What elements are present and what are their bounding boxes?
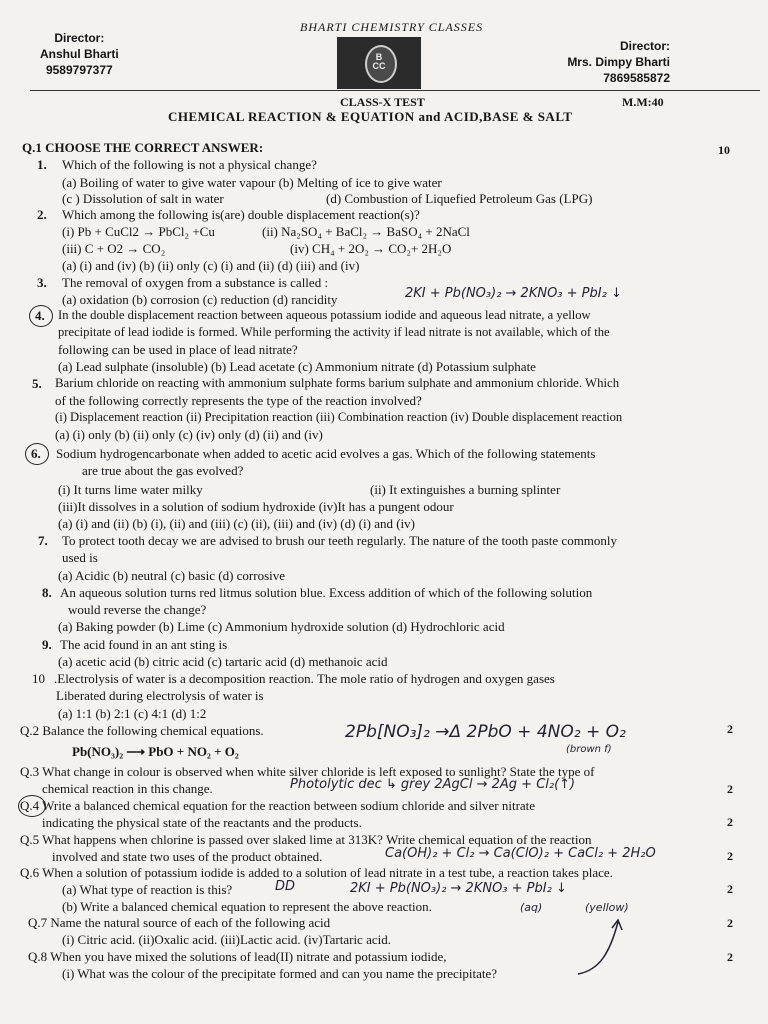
item-text: (c ) Dissolution of salt in water — [62, 191, 224, 206]
director-left-name: Anshul Bharti — [40, 47, 119, 61]
director-right-label: Director: — [619, 39, 670, 53]
item-number: 4. — [35, 308, 45, 323]
item-number: 8. — [42, 585, 52, 600]
handwritten-answer: Photolytic dec ↳ grey 2AgCl → 2Ag + Cl₂(↑) — [290, 777, 576, 792]
item-text: precipitate of lead iodide is formed. While performing the activity if lead nitrate is not available, which of the — [58, 325, 610, 339]
item-text: would reverse the change? — [68, 602, 207, 617]
q6-text: Q.6 When a solution of potassium iodide is added to a solution of lead nitrate in a test tube, a reaction takes place. — [20, 865, 613, 880]
item-text: (ii) It extinguishes a burning splinter — [370, 482, 561, 497]
handwritten-answer: DD — [275, 879, 296, 894]
director-left — [40, 30, 119, 78]
item-text: .Electrolysis of water is a decomposition reaction. The mole ratio of hydrogen and oxygen gases — [54, 671, 555, 686]
q7-marks: 2 — [727, 916, 733, 930]
q3-text: chemical reaction in this change. — [42, 781, 213, 796]
handwritten-answer: 2KI + Pb(NO₃)₂ → 2KNO₃ + PbI₂ ↓ — [350, 881, 567, 896]
item-text: (iii) C + O2 → CO₂ — [62, 241, 166, 256]
q6-marks: 2 — [727, 882, 733, 896]
handwritten-answer: Ca(OH)₂ + Cl₂ → Ca(ClO)₂ + CaCl₂ + 2H₂O — [385, 846, 656, 861]
q5-text: involved and state two uses of the product obtained. — [52, 849, 323, 864]
q4-text: Q.4 Write a balanced chemical equation for the reaction between sodium chloride and silver nitrate — [20, 798, 536, 813]
item-text: The removal of oxygen from a substance is called : — [62, 275, 329, 290]
item-text: (d) Combustion of Liquefied Petroleum Gas (LPG) — [326, 191, 593, 206]
q2-equation: Pb(NO₃)₂ ⟶ PbO + NO₂ + O₂ — [72, 744, 239, 759]
q5-text: Q.5 What happens when chlorine is passed over slaked lime at 313K? Write chemical equation of the reaction — [20, 832, 592, 847]
q7-text: (i) Citric acid. (ii)Oxalic acid. (iii)Lactic acid. (iv)Tartaric acid. — [62, 932, 391, 947]
item-text: Which among the following is(are) double displacement reaction(s)? — [62, 207, 420, 222]
item-number: 2. — [37, 207, 47, 222]
item-text: (a) oxidation (b) corrosion (c) reduction (d) rancidity — [62, 292, 338, 307]
item-text: Liberated during electrolysis of water is — [56, 688, 264, 703]
item-text: (a) (i) and (ii) (b) (i), (ii) and (iii) (c) (ii), (iii) and (iv) (d) (i) and (iv) — [58, 516, 415, 531]
q8-text: Q.8 When you have mixed the solutions of lead(II) nitrate and potassium iodide, — [28, 949, 447, 964]
item-text: (a) (i) and (iv) (b) (ii) only (c) (i) and (ii) (d) (iii) and (iv) — [62, 258, 360, 273]
director-right-name: Mrs. Dimpy Bharti — [567, 55, 670, 69]
item-text: (ii) Na₂SO₄ + BaCl₂ → BaSO₄ + 2NaCl — [262, 224, 470, 239]
q7-text: Q.7 Name the natural source of each of the following acid — [28, 915, 331, 930]
institute-logo — [337, 37, 421, 89]
item-text: (a) (i) only (b) (ii) only (c) (iv) only (d) (ii) and (iv) — [55, 427, 323, 442]
item-text: (a) Lead sulphate (insoluble) (b) Lead acetate (c) Ammonium nitrate (d) Potassium sulphate — [58, 359, 536, 374]
handwritten-answer: 2Pb[NO₃]₂ →Δ 2PbO + 4NO₂ + O₂ — [345, 722, 626, 742]
logo-text: B CC — [372, 52, 386, 71]
item-text: (a) 1:1 (b) 2:1 (c) 4:1 (d) 1:2 — [58, 706, 207, 721]
q3-text: Q.3 What change in colour is observed when white silver chloride is left exposed to sunlight? State the type of — [20, 764, 595, 779]
item-text: (iv) CH₄ + 2O₂ → CO₂+ 2H₂O — [290, 241, 452, 256]
handwritten-note: (aq) — [520, 901, 543, 914]
handwritten-arrow-icon — [570, 912, 630, 982]
item-text: following can be used in place of lead nitrate? — [58, 342, 298, 357]
director-right — [555, 38, 670, 86]
q6-text: (b) Write a balanced chemical equation to represent the above reaction. — [62, 899, 432, 914]
handwritten-note: (brown f) — [566, 744, 612, 755]
q8-text: (i) What was the colour of the precipitate formed and can you name the precipitate? — [62, 966, 498, 981]
item-text: An aqueous solution turns red litmus solution blue. Excess addition of which of the following solution — [60, 585, 593, 600]
director-right-phone: 7869585872 — [603, 71, 670, 85]
q1-heading: Q.1 CHOOSE THE CORRECT ANSWER: — [22, 140, 264, 155]
handwritten-equation: 2KI + Pb(NO₃)₂ → 2KNO₃ + PbI₂ ↓ — [405, 286, 622, 301]
item-text: To protect tooth decay we are advised to brush our teeth regularly. The nature of the tooth paste commonly — [62, 533, 618, 548]
item-text: Which of the following is not a physical change? — [62, 157, 317, 172]
item-text: Sodium hydrogencarbonate when added to acetic acid evolves a gas. Which of the following statements — [56, 446, 596, 461]
item-text: of the following correctly represents the type of the reaction involved? — [55, 393, 422, 408]
item-number: 1. — [37, 157, 47, 172]
q1-marks: 10 — [718, 143, 730, 157]
test-title: CHEMICAL REACTION & EQUATION and ACID,BASE & SALT — [168, 109, 573, 124]
item-text: (a) Baking powder (b) Lime (c) Ammonium hydroxide solution (d) Hydrochloric acid — [58, 619, 505, 634]
institute-name: BHARTI CHEMISTRY CLASSES — [300, 20, 484, 34]
q8-marks: 2 — [727, 950, 733, 964]
item-text: In the double displacement reaction between aqueous potassium iodide and aqueous lead nitrate, a yellow — [58, 308, 591, 322]
item-number: 6. — [31, 446, 41, 461]
item-text: Barium chloride on reacting with ammonium sulphate forms barium sulphate and ammonium chloride. Which — [55, 376, 620, 390]
class-label: CLASS-X TEST — [340, 95, 425, 109]
item-text: (i) Pb + CuCl2 → PbCl₂ +Cu — [62, 224, 215, 239]
q6-text: (a) What type of reaction is this? — [62, 882, 233, 897]
q2-text: Q.2 Balance the following chemical equations. — [20, 723, 264, 738]
handwritten-note: (yellow) — [585, 901, 629, 914]
item-number: 7. — [38, 533, 48, 548]
q5-marks: 2 — [727, 849, 733, 863]
item-text: used is — [62, 550, 98, 565]
item-text: are true about the gas evolved? — [82, 463, 244, 478]
item-text: (a) Boiling of water to give water vapour (b) Melting of ice to give water — [62, 175, 442, 190]
max-marks: M.M:40 — [622, 95, 664, 109]
item-number: 10 — [32, 671, 45, 686]
item-text: (i) Displacement reaction (ii) Precipitation reaction (iii) Combination reaction (iv) Double displacement reaction — [55, 410, 623, 424]
item-text: (i) It turns lime water milky — [58, 482, 203, 497]
item-text: (a) Acidic (b) neutral (c) basic (d) corrosive — [58, 568, 286, 583]
item-number: 5. — [32, 376, 42, 391]
q4-text: indicating the physical state of the reactants and the products. — [42, 815, 362, 830]
q4-marks: 2 — [727, 815, 733, 829]
item-number: 9. — [42, 637, 52, 652]
item-number: 3. — [37, 275, 47, 290]
item-text: The acid found in an ant sting is — [60, 637, 228, 652]
item-text: (a) acetic acid (b) citric acid (c) tartaric acid (d) methanoic acid — [58, 654, 388, 669]
header-divider — [30, 90, 760, 91]
q3-marks: 2 — [727, 782, 733, 796]
director-left-phone: 9589797377 — [45, 63, 113, 77]
item-text: (iii)It dissolves in a solution of sodium hydroxide (iv)It has a pungent odour — [58, 499, 454, 514]
director-left-label: Director: — [54, 31, 105, 45]
q2-marks: 2 — [727, 722, 733, 736]
